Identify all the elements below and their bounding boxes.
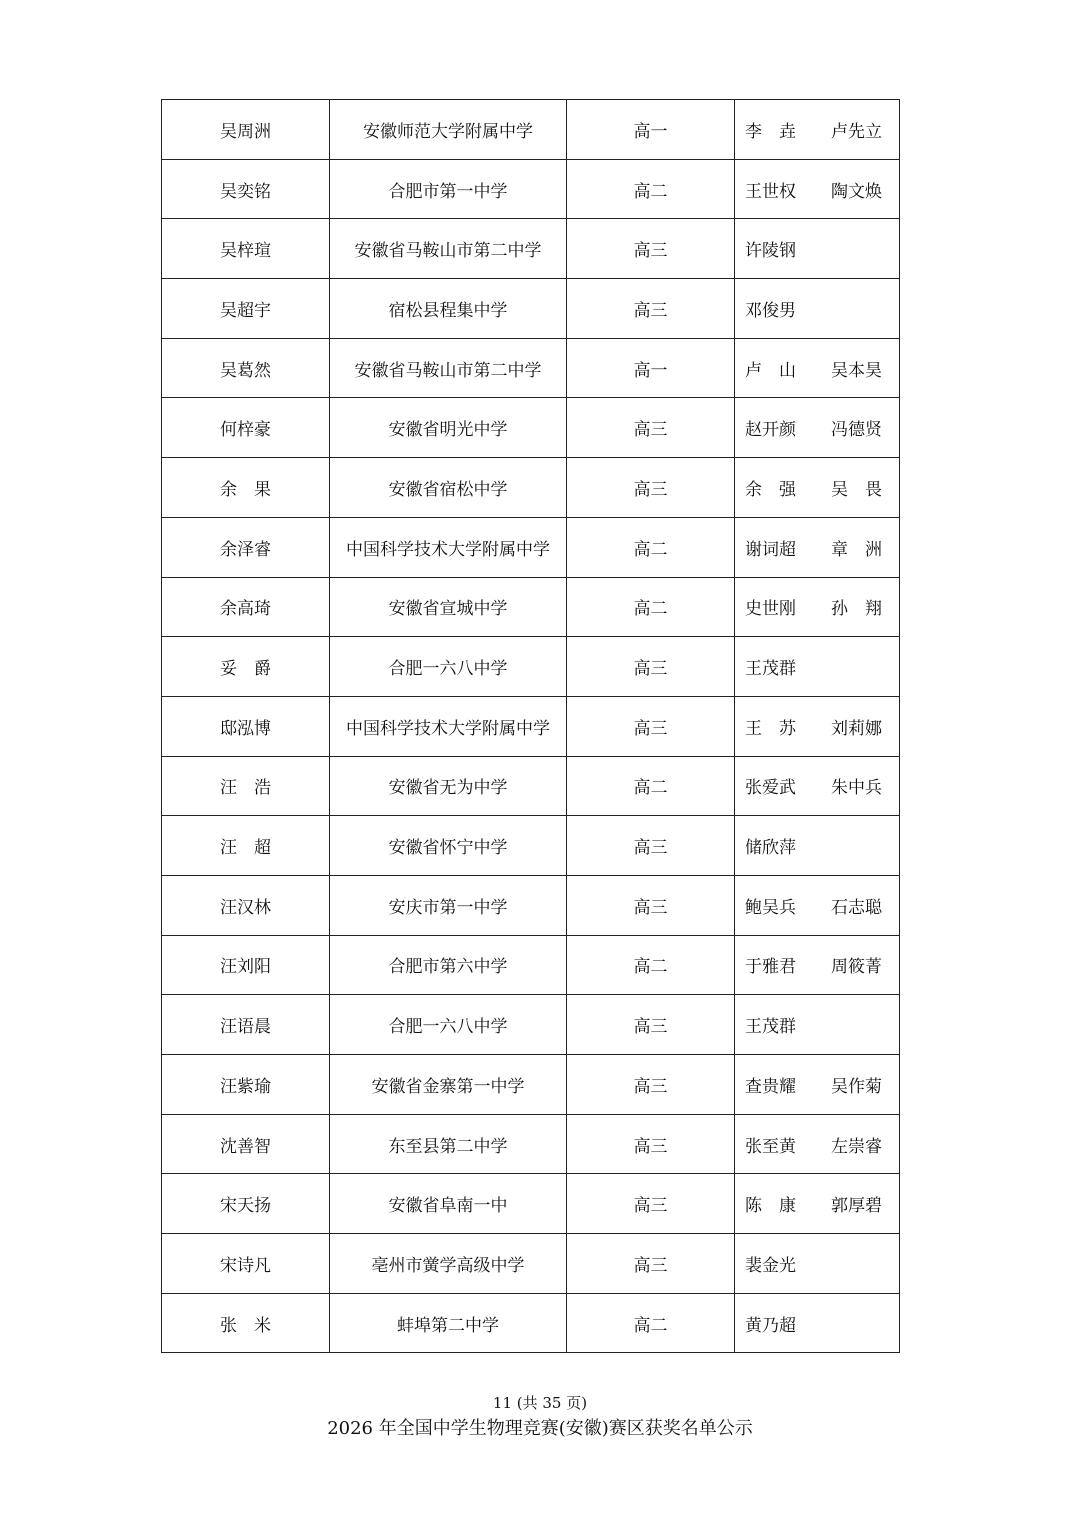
table-row (162, 816, 900, 876)
coach-name: 左崇睿 (831, 1136, 882, 1157)
grade-cell: 高三 (567, 1174, 735, 1234)
grade-cell: 高三 (567, 1114, 735, 1174)
coach-name: 陶文焕 (831, 181, 882, 202)
grade-cell: 高一 (567, 338, 735, 398)
coach-name: 卢先立 (831, 121, 882, 142)
student-name-cell: 妥 爵 (162, 637, 330, 697)
student-name-cell: 吴梓瑄 (162, 219, 330, 279)
table-row (162, 458, 900, 518)
school-cell: 宿松县程集中学 (330, 279, 567, 339)
student-name-cell: 余泽睿 (162, 517, 330, 577)
school-cell: 合肥一六八中学 (330, 637, 567, 697)
school-cell: 安徽省阜南一中 (330, 1174, 567, 1234)
student-name-cell: 汪紫瑜 (162, 1055, 330, 1115)
coach-cell (735, 159, 900, 219)
grade-cell: 高二 (567, 935, 735, 995)
school-cell: 安徽省无为中学 (330, 756, 567, 816)
coach-cell (735, 100, 900, 160)
student-name-cell: 余 果 (162, 458, 330, 518)
footer-title: 2026 年全国中学生物理竞赛(安徽)赛区获奖名单公示 (327, 1418, 753, 1439)
coach-cell (735, 1055, 900, 1115)
table-row (162, 338, 900, 398)
school-cell: 安徽省马鞍山市第二中学 (330, 219, 567, 279)
coach-cell (735, 577, 900, 637)
table-row (162, 279, 900, 339)
coach-cell (735, 398, 900, 458)
student-name-cell: 汪语晨 (162, 995, 330, 1055)
coach-name: 邓俊男 (745, 300, 796, 321)
school-cell: 亳州市黉学高级中学 (330, 1234, 567, 1294)
coach-name: 周筱菁 (831, 957, 882, 978)
grade-cell: 高三 (567, 696, 735, 756)
table-row (162, 219, 900, 279)
coach-name: 冯德贤 (831, 420, 882, 441)
table-row (162, 517, 900, 577)
table-row (162, 935, 900, 995)
coach-name: 赵开颜 (745, 420, 796, 441)
school-cell: 安徽省宿松中学 (330, 458, 567, 518)
award-list-table (161, 99, 900, 1353)
student-name-cell: 汪汉林 (162, 875, 330, 935)
grade-cell: 高三 (567, 219, 735, 279)
student-name-cell: 宋天扬 (162, 1174, 330, 1234)
school-cell: 东至县第二中学 (330, 1114, 567, 1174)
coach-name: 李 垚 (745, 121, 796, 142)
coach-cell (735, 637, 900, 697)
table-row (162, 100, 900, 160)
table-row (162, 875, 900, 935)
coach-cell (735, 935, 900, 995)
coach-name: 余 强 (745, 479, 796, 500)
school-cell: 合肥市第六中学 (330, 935, 567, 995)
coach-name: 章 洲 (831, 539, 882, 560)
student-name-cell: 沈善智 (162, 1114, 330, 1174)
page-number: 11 (共 35 页) (492, 1394, 588, 1412)
coach-cell (735, 279, 900, 339)
grade-cell: 高二 (567, 756, 735, 816)
coach-name: 孙 翔 (831, 599, 882, 620)
coach-name: 鲍吴兵 (745, 897, 796, 918)
student-name-cell: 吴葛然 (162, 338, 330, 398)
school-cell: 中国科学技术大学附属中学 (330, 517, 567, 577)
coach-name: 王茂群 (745, 1017, 796, 1038)
student-name-cell: 吴超宇 (162, 279, 330, 339)
grade-cell: 高三 (567, 279, 735, 339)
coach-cell (735, 1234, 900, 1294)
table-row (162, 1234, 900, 1294)
grade-cell: 高三 (567, 995, 735, 1055)
coach-cell (735, 219, 900, 279)
grade-cell: 高二 (567, 577, 735, 637)
grade-cell: 高三 (567, 875, 735, 935)
student-name-cell: 汪 浩 (162, 756, 330, 816)
student-name-cell: 汪刘阳 (162, 935, 330, 995)
grade-cell: 高三 (567, 458, 735, 518)
school-cell: 安庆市第一中学 (330, 875, 567, 935)
student-name-cell: 汪 超 (162, 816, 330, 876)
coach-cell (735, 696, 900, 756)
grade-cell: 高二 (567, 517, 735, 577)
coach-cell (735, 995, 900, 1055)
coach-name: 卢 山 (745, 360, 796, 381)
table-row (162, 756, 900, 816)
coach-name: 石志聪 (831, 897, 882, 918)
coach-cell (735, 517, 900, 577)
coach-name: 陈 康 (745, 1196, 796, 1217)
school-cell: 安徽师范大学附属中学 (330, 100, 567, 160)
student-name-cell: 余高琦 (162, 577, 330, 637)
coach-name: 史世刚 (745, 599, 796, 620)
coach-name: 张爱武 (745, 778, 796, 799)
grade-cell: 高二 (567, 159, 735, 219)
coach-name: 王茂群 (745, 659, 796, 680)
coach-name: 裴金光 (745, 1255, 796, 1276)
coach-cell (735, 458, 900, 518)
student-name-cell: 吴周洲 (162, 100, 330, 160)
table-row (162, 696, 900, 756)
coach-name: 谢词超 (745, 539, 796, 560)
student-name-cell: 何梓豪 (162, 398, 330, 458)
coach-name: 吴本昊 (831, 360, 882, 381)
coach-name: 王 苏 (745, 718, 796, 739)
school-cell: 安徽省明光中学 (330, 398, 567, 458)
table-row (162, 1174, 900, 1234)
table-row (162, 995, 900, 1055)
coach-cell (735, 1114, 900, 1174)
coach-name: 郭厚碧 (831, 1196, 882, 1217)
table-row (162, 1293, 900, 1353)
coach-cell (735, 756, 900, 816)
coach-name: 查贵耀 (745, 1076, 796, 1097)
coach-cell (735, 875, 900, 935)
coach-name: 王世权 (745, 181, 796, 202)
grade-cell: 高三 (567, 816, 735, 876)
coach-name: 朱中兵 (831, 778, 882, 799)
school-cell: 蚌埠第二中学 (330, 1293, 567, 1353)
coach-cell (735, 338, 900, 398)
table-body (162, 100, 900, 1353)
coach-name: 黄乃超 (745, 1315, 796, 1336)
grade-cell: 高三 (567, 637, 735, 697)
school-cell: 安徽省马鞍山市第二中学 (330, 338, 567, 398)
grade-cell: 高一 (567, 100, 735, 160)
school-cell: 合肥一六八中学 (330, 995, 567, 1055)
grade-cell: 高三 (567, 398, 735, 458)
coach-cell (735, 1293, 900, 1353)
table-row (162, 159, 900, 219)
coach-cell (735, 1174, 900, 1234)
school-cell: 安徽省怀宁中学 (330, 816, 567, 876)
coach-cell (735, 816, 900, 876)
coach-name: 吴 畏 (831, 479, 882, 500)
coach-name: 张至黄 (745, 1136, 796, 1157)
school-cell: 中国科学技术大学附属中学 (330, 696, 567, 756)
grade-cell: 高三 (567, 1055, 735, 1115)
coach-name: 吴作菊 (831, 1076, 882, 1097)
school-cell: 合肥市第一中学 (330, 159, 567, 219)
student-name-cell: 吴奕铭 (162, 159, 330, 219)
table-row (162, 398, 900, 458)
coach-name: 许陵钢 (745, 241, 796, 262)
school-cell: 安徽省宣城中学 (330, 577, 567, 637)
table-row (162, 1114, 900, 1174)
grade-cell: 高三 (567, 1234, 735, 1294)
coach-name: 刘莉娜 (831, 718, 882, 739)
school-cell: 安徽省金寨第一中学 (330, 1055, 567, 1115)
table-row (162, 637, 900, 697)
student-name-cell: 宋诗凡 (162, 1234, 330, 1294)
grade-cell: 高二 (567, 1293, 735, 1353)
coach-name: 储欣萍 (745, 838, 796, 859)
coach-name: 于雅君 (745, 957, 796, 978)
student-name-cell: 张 米 (162, 1293, 330, 1353)
table-row (162, 577, 900, 637)
student-name-cell: 邸泓博 (162, 696, 330, 756)
table-row (162, 1055, 900, 1115)
